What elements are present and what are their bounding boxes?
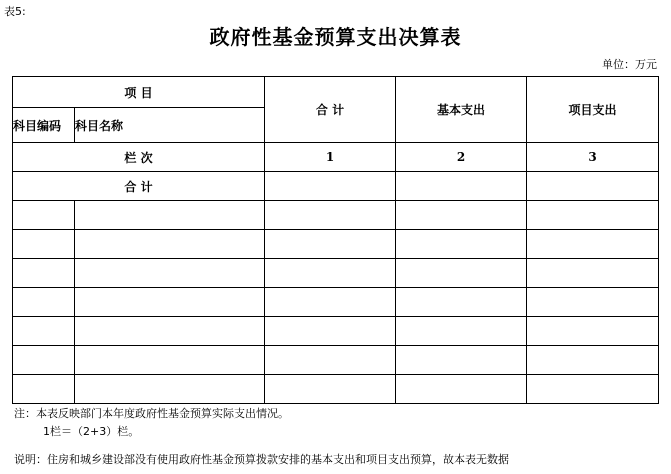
header-basic-expense: 基本支出	[396, 77, 527, 143]
table-cell	[75, 230, 265, 259]
header-project-expense: 项目支出	[527, 77, 659, 143]
document-title: 政府性基金预算支出决算表	[209, 25, 462, 49]
total-row-label: 合 计	[13, 172, 265, 201]
table-cell	[396, 375, 527, 404]
explanation-note: 说明：住房和城乡建设部没有使用政府性基金预算拨款安排的基本支出和项目支出预算，故本表无数据	[14, 453, 509, 466]
table-cell	[527, 201, 659, 230]
table-cell	[75, 288, 265, 317]
table-cell	[75, 375, 265, 404]
table-cell	[13, 259, 75, 288]
table-cell	[527, 375, 659, 404]
table-cell	[396, 317, 527, 346]
budget-expenditure-table	[12, 76, 659, 404]
table-cell	[265, 375, 396, 404]
table-cell	[75, 201, 265, 230]
note-line-2: 1栏＝（2+3）栏。	[43, 425, 140, 438]
total-cell	[396, 172, 527, 201]
table-cell	[265, 201, 396, 230]
header-subject-code: 科目编码	[13, 108, 75, 143]
column-number-2: 2	[396, 143, 527, 172]
note-line-1: 注：本表反映部门本年度政府性基金预算实际支出情况。	[14, 407, 289, 420]
table-row	[13, 230, 659, 259]
table-cell	[265, 317, 396, 346]
table-cell	[13, 201, 75, 230]
table-cell	[13, 346, 75, 375]
header-item: 项 目	[13, 77, 265, 108]
table-cell	[75, 259, 265, 288]
column-number-row	[13, 143, 659, 172]
header-row-1	[13, 77, 659, 108]
total-cell	[265, 172, 396, 201]
header-subject-name: 科目名称	[75, 108, 265, 143]
table-row	[13, 201, 659, 230]
total-row	[13, 172, 659, 201]
table-cell	[396, 201, 527, 230]
table-cell	[396, 346, 527, 375]
table-cell	[13, 317, 75, 346]
table-cell	[265, 346, 396, 375]
table-row	[13, 346, 659, 375]
table-cell	[13, 230, 75, 259]
table-cell	[527, 259, 659, 288]
table-row	[13, 375, 659, 404]
table-cell	[265, 230, 396, 259]
table-number: 表5:	[4, 5, 26, 18]
table-cell	[396, 259, 527, 288]
table-cell	[13, 288, 75, 317]
table-row	[13, 288, 659, 317]
column-number-1: 1	[265, 143, 396, 172]
header-total: 合 计	[265, 77, 396, 143]
table-cell	[527, 346, 659, 375]
table-cell	[265, 259, 396, 288]
column-number-label: 栏 次	[13, 143, 265, 172]
unit-label: 单位：万元	[602, 58, 657, 71]
table-row	[13, 259, 659, 288]
column-number-3: 3	[527, 143, 659, 172]
table-cell	[527, 288, 659, 317]
total-cell	[527, 172, 659, 201]
table-cell	[265, 288, 396, 317]
table-cell	[527, 230, 659, 259]
table-cell	[75, 346, 265, 375]
table-row	[13, 317, 659, 346]
table-cell	[13, 375, 75, 404]
table-cell	[527, 317, 659, 346]
table-cell	[396, 288, 527, 317]
table-cell	[396, 230, 527, 259]
table-cell	[75, 317, 265, 346]
